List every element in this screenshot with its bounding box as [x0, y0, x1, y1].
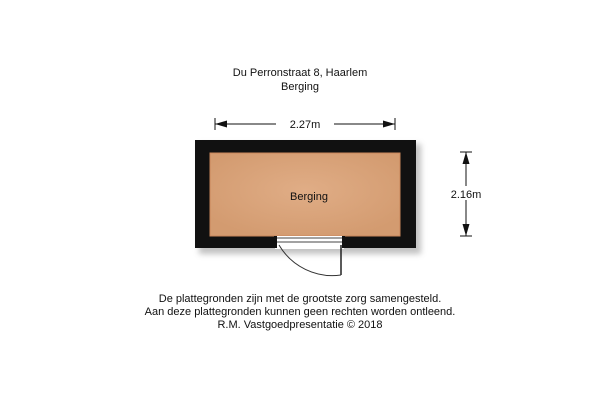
depth-label: 2.16m: [450, 189, 482, 201]
door-jamb-right: [342, 236, 345, 248]
depth-arrow-bottom: [463, 224, 470, 236]
door-jamb-left: [274, 236, 277, 248]
depth-arrow-top: [463, 152, 470, 164]
width-arrow-left: [215, 121, 227, 128]
disclaimer-line-1: De plattegronden zijn met de grootste zorg samengesteld.: [158, 293, 442, 305]
width-arrow-right: [383, 121, 395, 128]
address-title: Du Perronstraat 8, Haarlem: [232, 67, 368, 79]
copyright-line: R.M. Vastgoedpresentatie © 2018: [217, 319, 383, 331]
floor-subtitle: Berging: [281, 81, 319, 93]
disclaimer-line-2: Aan deze plattegronden kunnen geen rechten worden ontleend.: [144, 306, 456, 318]
room-label: Berging: [290, 191, 328, 203]
width-label: 2.27m: [289, 119, 321, 131]
